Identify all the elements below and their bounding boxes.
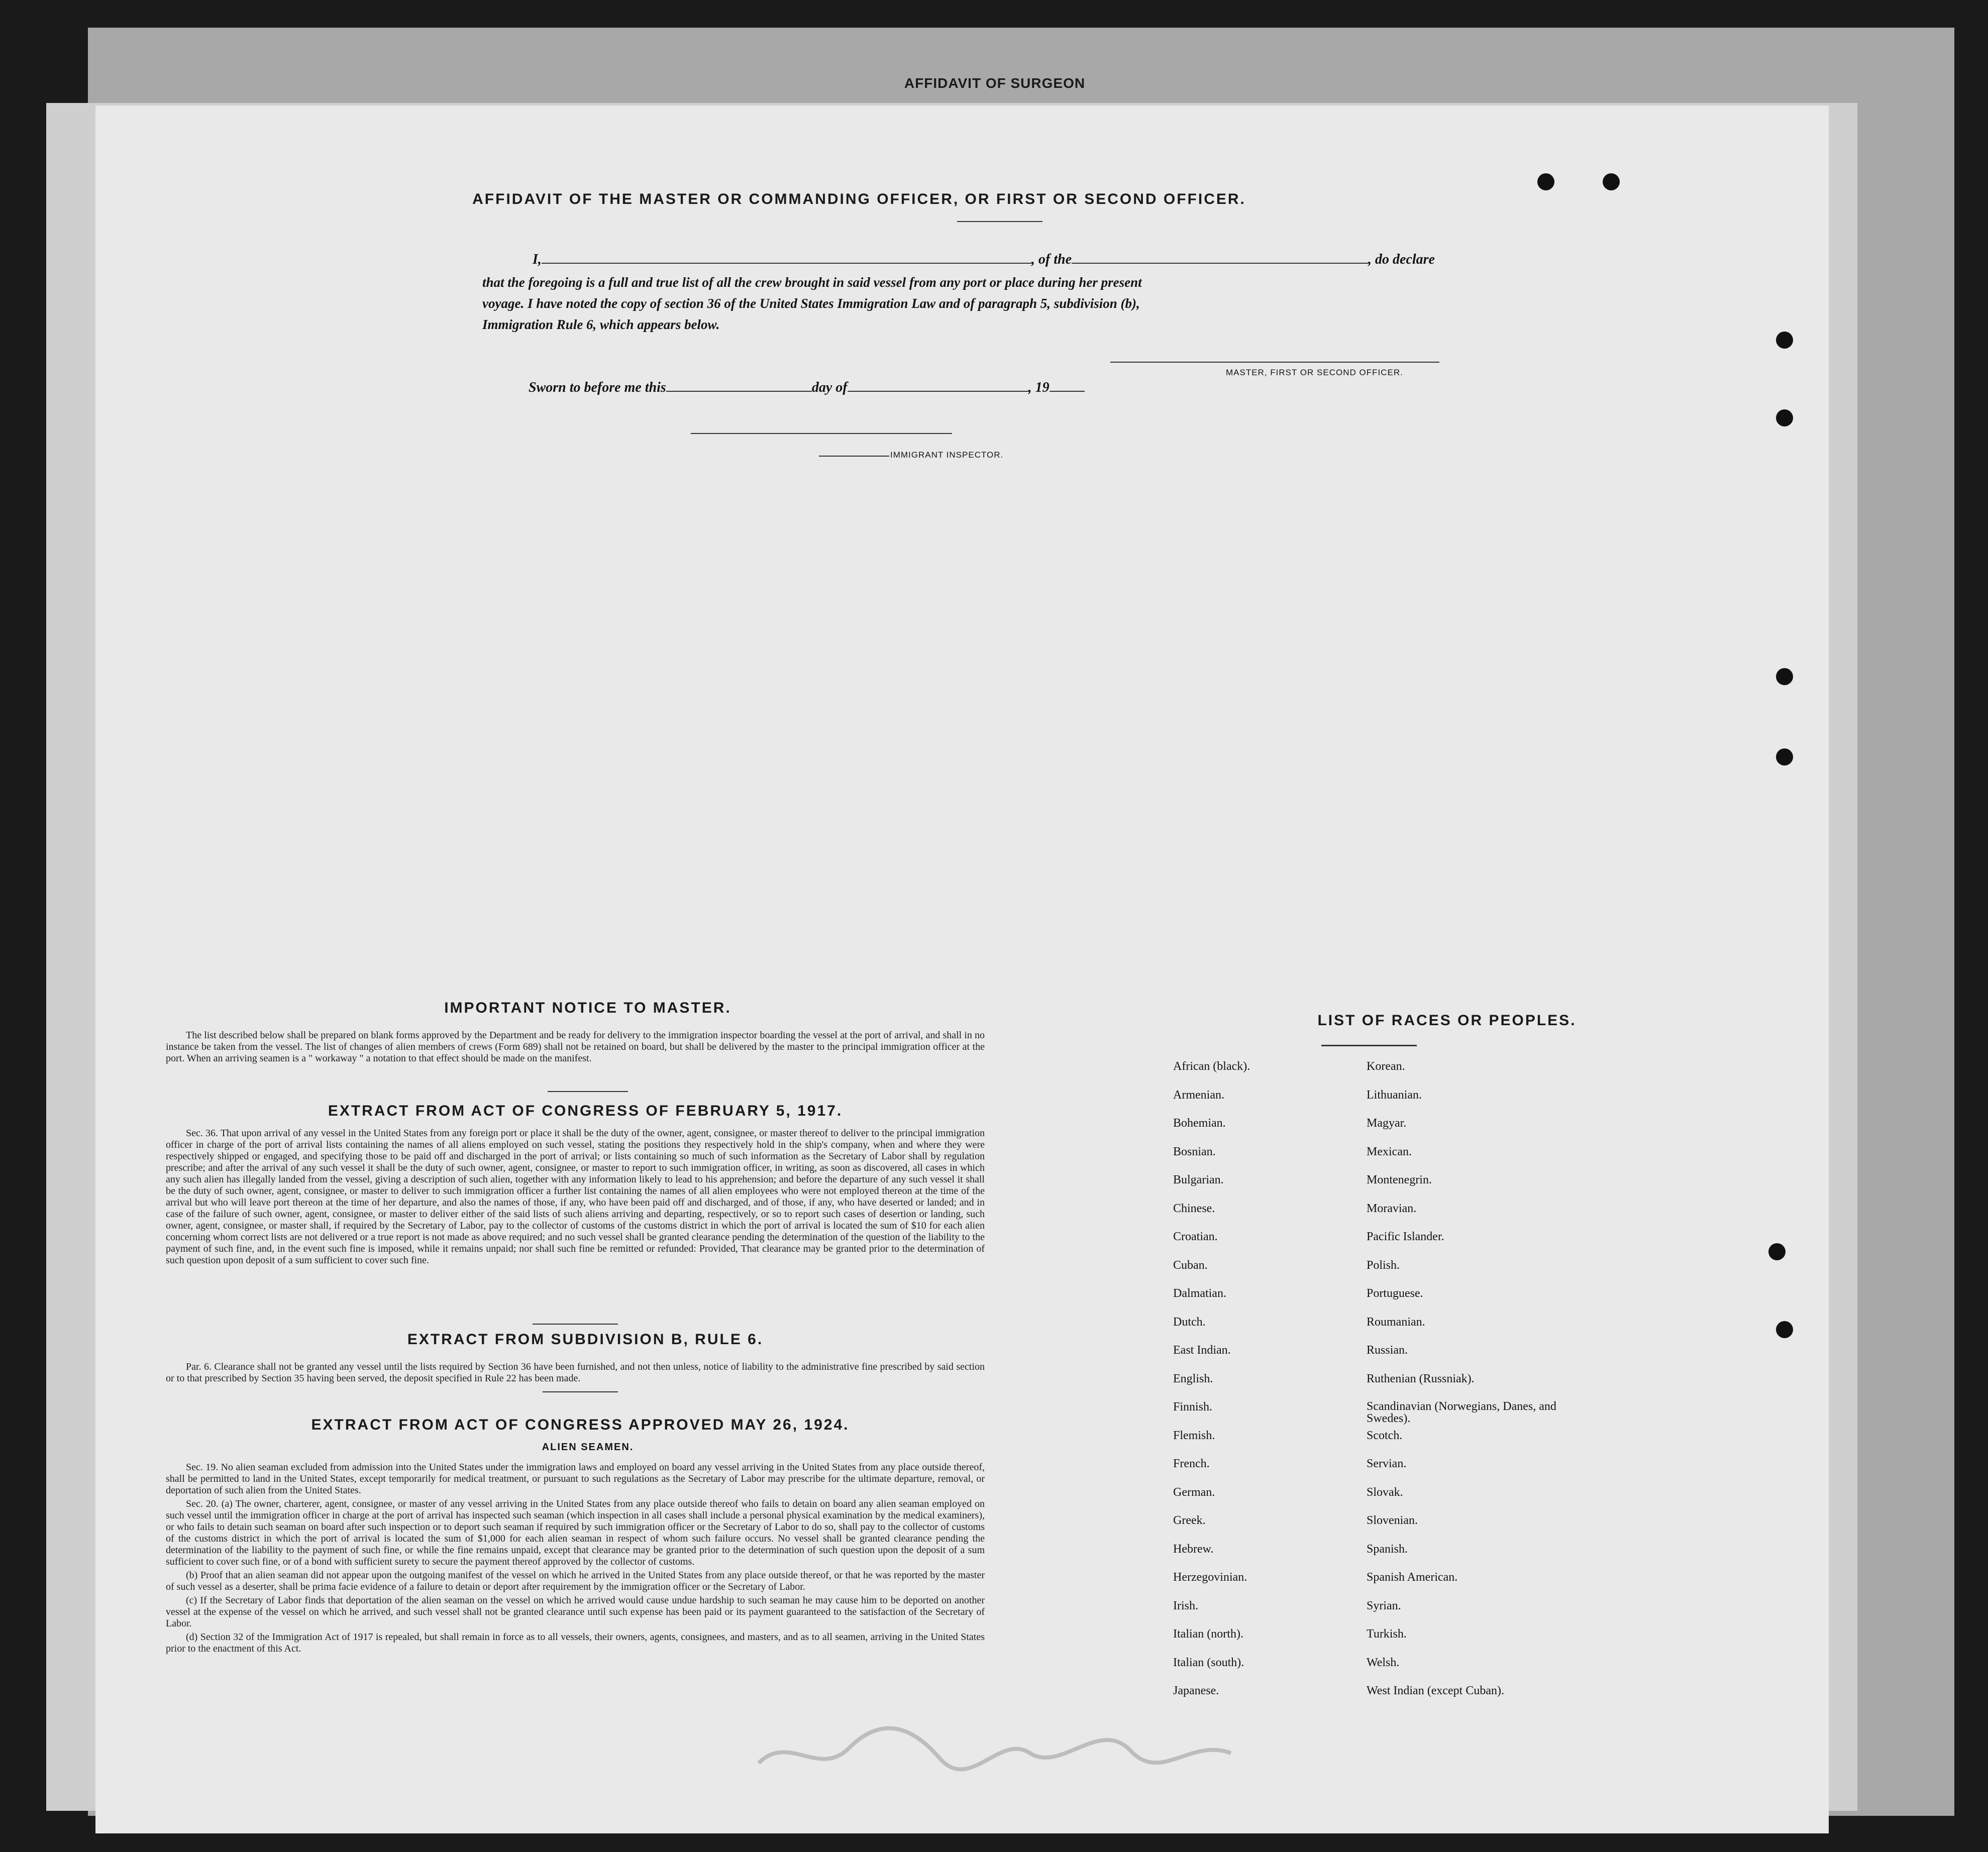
signature-bleedthrough bbox=[749, 1703, 1251, 1783]
race-item: Herzegovinian. bbox=[1173, 1571, 1247, 1584]
section-20a-paragraph: Sec. 20. (a) The owner, charterer, agent, consignee, or master of any vessel arriving in the United States from any place outside thereof who fails to detain on board any alien seaman employed on such vessel until the immigration officer in charge at the port of arrival has inspected such seaman (which inspection in all cases shall include a personal physical examination by the medical examiners), or who fails to detain such seaman on board after such inspection or to deport such seaman if required by such immigration officer or the Secretary of Labor to do so, shall pay to the collector of customs of the customs district in which the port of arrival is located the sum of $1,000 for each alien seaman in respect of whom such failure occurs. No vessel shall be granted clearance pending the determination of the liability to the payment of such fine, or while the fine remains unpaid, except that clearance may be granted prior to the determination of such question upon the deposit of a sum sufficient to cover such fine, or of a bond with sufficient surety to secure the payment thereof approved by the collector of customs. bbox=[166, 1498, 985, 1567]
section-19-paragraph: Sec. 19. No alien seaman excluded from admission into the United States under the immigration laws and employed on board any vessel arriving in the United States from any place outside thereof, shall be permitted to land in the United States, except temporarily for medical treatment, or pursuant to such regulations as the Secretary of Labor may prescribe for the ultimate departure, removal, or deportation of such alien from the United States. bbox=[166, 1462, 985, 1496]
race-item: East Indian. bbox=[1173, 1344, 1231, 1357]
sworn-day-field[interactable] bbox=[666, 391, 812, 392]
inspector-short-rule bbox=[819, 456, 889, 457]
inspector-caption: IMMIGRANT INSPECTOR. bbox=[890, 450, 1004, 460]
punch-hole bbox=[1776, 409, 1793, 426]
race-item: Mexican. bbox=[1367, 1145, 1412, 1158]
races-right-column bbox=[1367, 1060, 1598, 1713]
master-signature-caption: MASTER, FIRST OR SECOND OFFICER. bbox=[1226, 368, 1403, 377]
race-item: Flemish. bbox=[1173, 1429, 1215, 1442]
notice-text bbox=[166, 1030, 985, 1066]
races-left-column bbox=[1173, 1060, 1384, 1713]
race-item: Cuban. bbox=[1173, 1258, 1208, 1272]
race-item: Spanish American. bbox=[1367, 1571, 1458, 1584]
extract-1924-subheading: ALIEN SEAMEN. bbox=[542, 1442, 634, 1453]
race-item: Roumanian. bbox=[1367, 1315, 1425, 1329]
race-item: Hebrew. bbox=[1173, 1542, 1214, 1556]
race-item: Magyar. bbox=[1367, 1117, 1407, 1130]
race-item: Finnish. bbox=[1173, 1400, 1213, 1413]
race-item: Korean. bbox=[1367, 1060, 1405, 1073]
race-item: Scotch. bbox=[1367, 1429, 1403, 1442]
race-item: French. bbox=[1173, 1457, 1210, 1470]
notice-paragraph: The list described below shall be prepared on blank forms approved by the Department and be ready for delivery to the immigration inspector boarding the vessel at the port of arrival, and shall in no instance be taken from the vessel. The list of changes of alien members of crews (Form 689) shall not be retained on board, but shall be delivered by the master to the principal immigration officer at the port. When an arriving seamen is a " workaway " a notation to that effect should be made on the manifest. bbox=[166, 1030, 985, 1064]
race-item: Bulgarian. bbox=[1173, 1173, 1224, 1186]
race-item: Croatian. bbox=[1173, 1230, 1218, 1243]
section-20d-paragraph: (d) Section 32 of the Immigration Act of 1917 is repealed, but shall remain in force as to all vessels, their owners, agents, consignees, and masters, and as to all seamen, arriving in the United States prior to the enactment of this Act. bbox=[166, 1631, 985, 1654]
race-item: Italian (north). bbox=[1173, 1627, 1243, 1641]
punch-hole bbox=[1776, 1321, 1793, 1338]
inspector-signature-line[interactable] bbox=[691, 433, 952, 434]
extract-1917-text bbox=[166, 1128, 985, 1268]
race-item: Montenegrin. bbox=[1367, 1173, 1432, 1186]
punch-hole bbox=[1776, 668, 1793, 685]
back-sheet-heading: AFFIDAVIT OF SURGEON bbox=[904, 75, 1086, 91]
declarant-label: I, bbox=[533, 252, 542, 267]
race-item: African (black). bbox=[1173, 1060, 1250, 1073]
race-item: Dalmatian. bbox=[1173, 1287, 1226, 1300]
sworn-label: Sworn to before me this bbox=[529, 380, 666, 395]
of-the-label: , of the bbox=[1031, 252, 1072, 267]
section-20b-paragraph: (b) Proof that an alien seaman did not appear upon the outgoing manifest of the vessel on which he arrived in the United States from any place outside thereof, or that he was reported by the master of such vessel as a deserter, shall be prima facie evidence of a failure to detain or deport after requirement by the immigration officer or the Secretary of Labor. bbox=[166, 1570, 985, 1592]
race-item: Italian (south). bbox=[1173, 1656, 1244, 1669]
sworn-year-field[interactable] bbox=[1050, 391, 1085, 392]
punch-hole bbox=[1768, 1243, 1786, 1260]
affidavit-line-4: Immigration Rule 6, which appears below. bbox=[482, 317, 720, 332]
day-of-label: day of bbox=[811, 380, 848, 395]
race-item: English. bbox=[1173, 1372, 1213, 1385]
sworn-month-field[interactable] bbox=[848, 391, 1028, 392]
races-heading: LIST OF RACES OR PEOPLES. bbox=[1317, 1012, 1577, 1029]
section-rule bbox=[533, 1324, 618, 1325]
race-item: Armenian. bbox=[1173, 1088, 1224, 1102]
extract-rule6-heading: EXTRACT FROM SUBDIVISION B, RULE 6. bbox=[407, 1331, 764, 1348]
race-item: Bosnian. bbox=[1173, 1145, 1216, 1158]
rule6-paragraph: Par. 6. Clearance shall not be granted any vessel until the lists required by Section 36 have been furnished, and not then unless, notice of liability to the administrative fine prescribed by said section or to that prescribed by Section 35 having been served, the deposit specified in Rule 22 has been made. bbox=[166, 1361, 985, 1384]
section-rule bbox=[548, 1091, 628, 1092]
punch-hole bbox=[1537, 173, 1554, 190]
punch-hole bbox=[1603, 173, 1620, 190]
sworn-line bbox=[529, 377, 1232, 399]
section-20c-paragraph: (c) If the Secretary of Labor finds that deportation of the alien seaman on the vessel on which he arrived would cause undue hardship to such seaman he may cause him to be deported on another vessel at the expense of the vessel on which he arrived, and such vessel shall not be granted clearance until such expense has been paid or its payment guaranteed to the satisfaction of the Secretary of Labor. bbox=[166, 1595, 985, 1629]
section-36-paragraph: Sec. 36. That upon arrival of any vessel in the United States from any foreign port or place it shall be the duty of the owner, agent, consignee, or master thereof to deliver to the principal immigration officer in charge of the port of arrival lists containing the names of all aliens employed on such vessel, stating the positions they respectively hold in the ship's company, when and where they were respectively shipped or engaged, and specifying those to be paid off and discharged in the port of arrival; or lists containing so much of such information as the Secretary of Labor shall by regulation prescribe; and after the arrival of any such vessel it shall be the duty of such owner, agent, consignee, or master to report to such immigration officer, in writing, as soon as discovered, all cases in which any such alien has illegally landed from the vessel, giving a description of such alien, together with any information likely to lead to his apprehension; and before the departure of any such vessel it shall be the duty of such owner, agent, consignee, or master to deliver to such immigration officer a further list containing the names of all alien employees who were not employed thereon at the time of the arrival but who will leave port thereon at the time of her departure, and also the names of those, if any, who have been paid off and discharged, and of those, if any, who have deserted or landed; and in case of the failure of such owner, agent, consignee, or master to deliver either of the said lists of such aliens arriving and departing, respectively, or so to report such cases of desertion or landing, such owner, agent, consignee, or master shall, if required by the Secretary of Labor, pay to the collector of customs of the customs district in which the port of arrival is located the sum of $10 for each alien concerning whom correct lists are not delivered or a true report is not made as above required; and no such vessel shall be granted clearance pending the determination of the question of the liability to the payment of such fine, and, in the event such fine is imposed, while it remains unpaid; nor shall such fine be remitted or refunded: Provided, That clearance may be granted prior to the determination of such question upon deposit of a sum sufficient to cover such fine. bbox=[166, 1128, 985, 1266]
extract-1924-heading: EXTRACT FROM ACT OF CONGRESS APPROVED MAY 26, 1924. bbox=[311, 1417, 850, 1433]
declarant-name-field[interactable] bbox=[542, 263, 1031, 264]
race-item: Irish. bbox=[1173, 1599, 1198, 1612]
race-item: Russian. bbox=[1367, 1344, 1408, 1357]
punch-hole bbox=[1776, 748, 1793, 766]
do-declare-label: , do declare bbox=[1368, 252, 1435, 267]
notice-heading: IMPORTANT NOTICE TO MASTER. bbox=[444, 1000, 731, 1016]
extract-1924-text bbox=[166, 1462, 985, 1657]
race-item: Slovak. bbox=[1367, 1485, 1403, 1499]
race-item: German. bbox=[1173, 1485, 1215, 1499]
race-item: West Indian (except Cuban). bbox=[1367, 1684, 1504, 1697]
race-item: Pacific Islander. bbox=[1367, 1230, 1444, 1243]
race-item: Lithuanian. bbox=[1367, 1088, 1422, 1102]
race-item: Spanish. bbox=[1367, 1542, 1408, 1556]
race-item: Japanese. bbox=[1173, 1684, 1219, 1697]
extract-1917-heading: EXTRACT FROM ACT OF CONGRESS OF FEBRUARY 5, 1917. bbox=[328, 1103, 843, 1119]
affidavit-line-3: voyage. I have noted the copy of section 36 of the United States Immigration Law and of paragraph 5, subdivision (b), bbox=[482, 296, 1140, 311]
master-signature-line[interactable] bbox=[1110, 362, 1439, 363]
race-item: Slovenian. bbox=[1367, 1514, 1418, 1527]
race-item: Welsh. bbox=[1367, 1656, 1400, 1669]
year-label: , 19 bbox=[1028, 380, 1050, 395]
vessel-name-field[interactable] bbox=[1072, 263, 1368, 264]
race-item: Servian. bbox=[1367, 1457, 1407, 1470]
affidavit-heading: AFFIDAVIT OF THE MASTER OR COMMANDING OFFICER, OR FIRST OR SECOND OFFICER. bbox=[472, 191, 1246, 207]
form-page bbox=[95, 105, 1829, 1833]
heading-rule bbox=[957, 221, 1042, 222]
races-heading-rule bbox=[1321, 1045, 1417, 1046]
affidavit-line-2: that the foregoing is a full and true list of all the crew brought in said vessel from any port or place during her present bbox=[482, 275, 1142, 290]
race-item: Moravian. bbox=[1367, 1202, 1417, 1215]
race-item: Turkish. bbox=[1367, 1627, 1407, 1641]
affidavit-line-1 bbox=[533, 249, 1542, 271]
race-item: Greek. bbox=[1173, 1514, 1206, 1527]
race-item: Portuguese. bbox=[1367, 1287, 1423, 1300]
race-item: Scandinavian (Norwegians, Danes, and Swedes). bbox=[1367, 1400, 1556, 1425]
race-item: Chinese. bbox=[1173, 1202, 1215, 1215]
extract-rule6-text bbox=[166, 1361, 985, 1386]
race-item: Syrian. bbox=[1367, 1599, 1401, 1612]
race-item: Bohemian. bbox=[1173, 1117, 1226, 1130]
punch-hole bbox=[1776, 332, 1793, 349]
section-rule bbox=[543, 1391, 618, 1392]
race-item: Polish. bbox=[1367, 1258, 1400, 1272]
race-item: Dutch. bbox=[1173, 1315, 1206, 1329]
race-item: Ruthenian (Russniak). bbox=[1367, 1372, 1475, 1385]
